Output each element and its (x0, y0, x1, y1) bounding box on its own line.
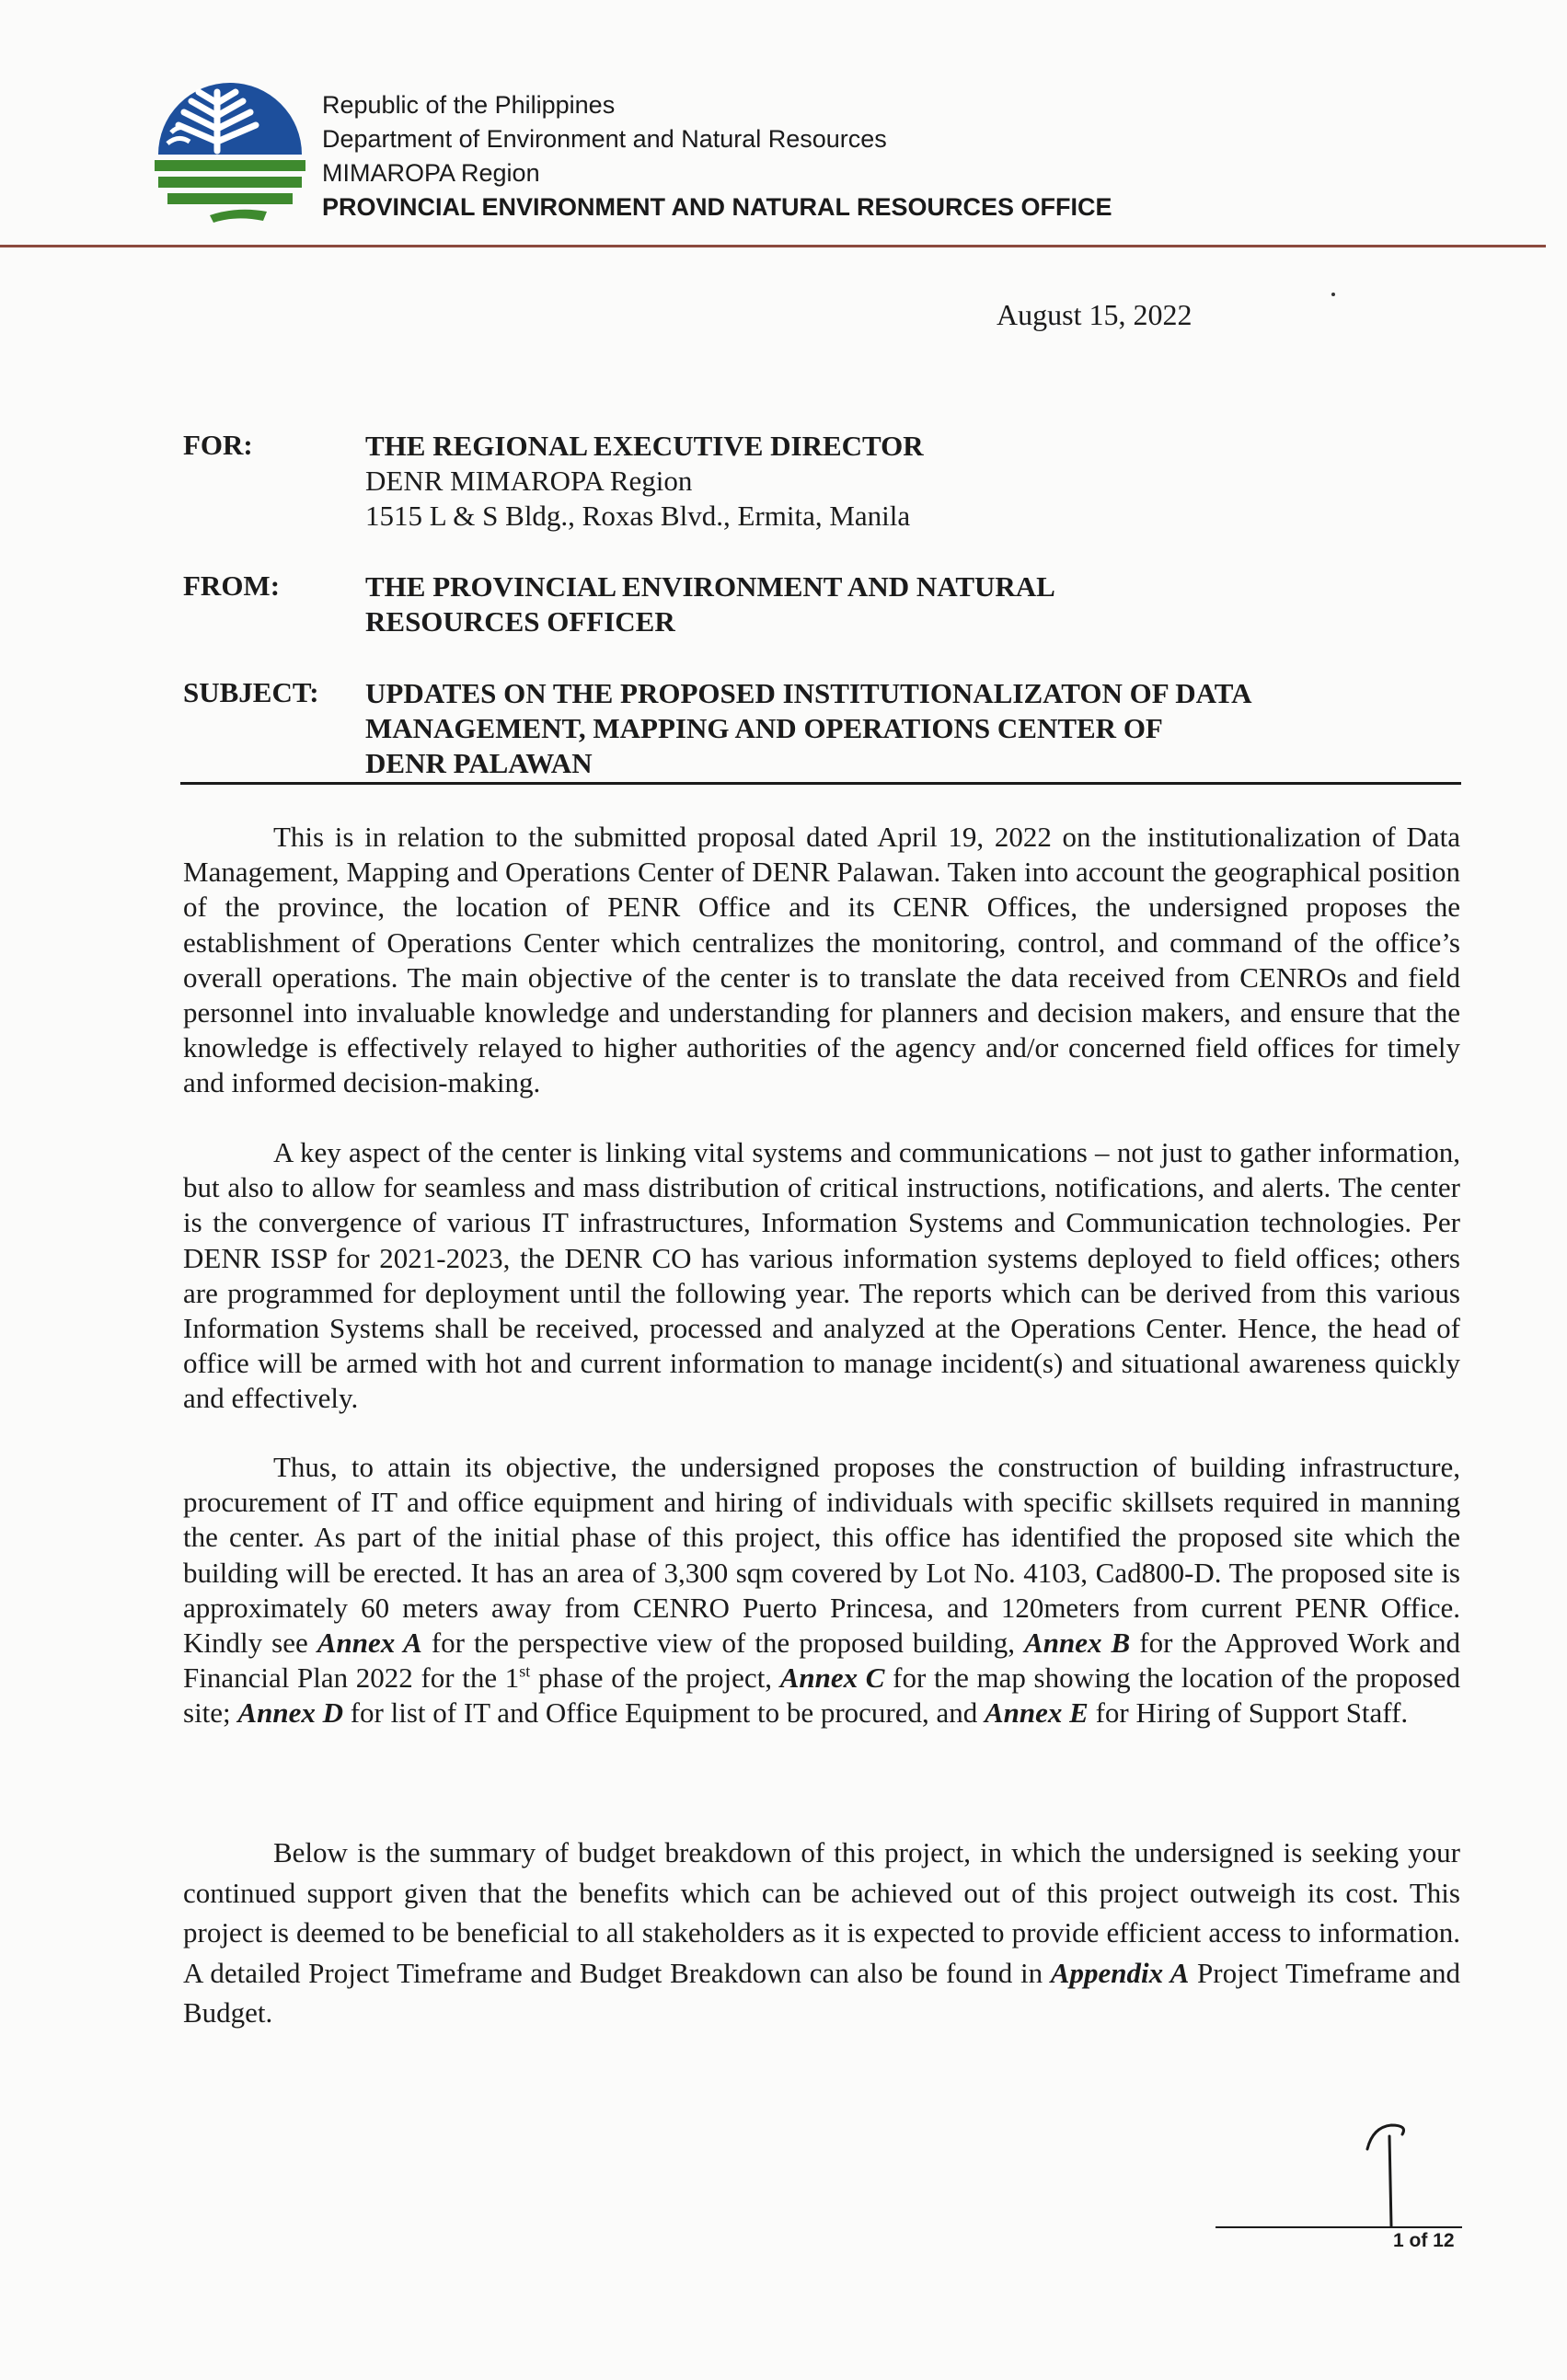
annex-d-ref: Annex D (237, 1696, 343, 1730)
p3-text-e: for the map showing the location of the proposed site; (183, 1661, 1460, 1730)
stray-mark (1331, 293, 1335, 296)
from-label: FROM: (183, 569, 281, 602)
republic-line: Republic of the Philippines (322, 91, 616, 119)
page-number: 1 of 12 (1393, 2230, 1455, 2251)
for-line-1: THE REGIONAL EXECUTIVE DIRECTOR (365, 430, 924, 462)
for-line-2: DENR MIMAROPA Region (365, 465, 693, 497)
p3-text-g: for Hiring of Support Staff. (1088, 1696, 1409, 1730)
subject-divider (180, 782, 1461, 785)
paragraph-3-text (183, 1450, 1460, 1731)
p3-text-f: for list of IT and Office Equipment to be procured, and (342, 1696, 985, 1730)
annex-a-ref: Annex A (317, 1627, 422, 1660)
paragraph-4 (183, 1833, 1460, 2033)
paragraph-2-text: A key aspect of the center is linking vital systems and communications – not just to gather information, but also to allow for seamless and mass distribution of critical instructions, notifications, and alerts. The center is the convergence of various IT infrastructures, Information Systems and Communication technologies. Per DENR ISSP for 2021-2023, the DENR CO has various information systems deployed to field offices; others are programmed for deployment until the following year. The reports which can be derived from this various Information Systems shall be received, processed and analyzed at the Operations Center. Hence, the head of office will be armed with hot and current information to manage incident(s) and situational awareness quickly and effectively. (183, 1136, 1460, 1415)
ordinal-suffix: st (519, 1661, 531, 1681)
annex-c-ref: Annex C (779, 1661, 885, 1695)
memo-date: August 15, 2022 (997, 298, 1193, 331)
office-line: PROVINCIAL ENVIRONMENT AND NATURAL RESOURCES OFFICE (322, 193, 1112, 221)
from-line-2: RESOURCES OFFICER (365, 605, 675, 638)
paragraph-3 (183, 1450, 1460, 1731)
from-line-1: THE PROVINCIAL ENVIRONMENT AND NATURAL (365, 570, 1055, 603)
p3-text-d: phase of the project, (530, 1661, 780, 1695)
subject-line-1: UPDATES ON THE PROPOSED INSTITUTIONALIZATON OF DATA (365, 677, 1252, 709)
p3-text-c: for the Approved Work and Financial Plan 2022 for the 1 (183, 1627, 1461, 1695)
annex-e-ref: Annex E (985, 1696, 1089, 1730)
p3-text-a: Thus, to attain its objective, the undersigned proposes the construction of building infrastructure, procurement of IT and office equipment and hiring of individuals with specific skillsets required in manning the center. As part of the initial phase of this project, this office has identified the proposed site which the building will be erected. It has an area of 3,300 sqm covered by Lot No. 4103, Cad800-D. The proposed site is approximately 60 meters away from CENRO Puerto Princesa, and 120meters from current PENR Office. Kindly see (183, 1451, 1460, 1660)
denr-logo-icon (155, 79, 305, 230)
subject-label: SUBJECT: (183, 676, 319, 708)
subject-line-2: MANAGEMENT, MAPPING AND OPERATIONS CENTER OF (365, 712, 1163, 744)
paragraph-2 (183, 1135, 1460, 1417)
paragraph-1-text: This is in relation to the submitted proposal dated April 19, 2022 on the institutionalization of Data Management, Mapping and Operations Center of DENR Palawan. Taken into account the geographical position of the province, the location of PENR Office and its CENR Offices, the undersigned proposes the establishment of Operations Center which centralizes the monitoring, control, and command of the office’s overall operations. The main objective of the center is to translate the data received from CENROs and field personnel into invaluable knowledge and understanding for planners and decision makers, and ensure that the knowledge is effectively relayed to higher authorities of the agency and/or concerned field offices for timely and informed decision-making. (183, 821, 1460, 1099)
department-line: Department of Environment and Natural Resources (322, 125, 887, 153)
initials-signature-icon (1360, 2118, 1424, 2230)
p4-text-a: Below is the summary of budget breakdown of this project, in which the undersigned is seeking your continued support given that the benefits which can be achieved out of this project outweigh its cost. This project is deemed to be beneficial to all stakeholders as it is expected to provide efficient access to information. A detailed Project Timeframe and Budget Breakdown can also be found in (183, 1836, 1460, 1989)
for-line-3: 1515 L & S Bldg., Roxas Blvd., Ermita, Manila (365, 500, 911, 532)
subject-line-3: DENR PALAWAN (365, 747, 593, 779)
for-block (365, 429, 924, 534)
footer-rule (1216, 2226, 1462, 2228)
letterhead-text (322, 88, 1112, 224)
paragraph-4-text (183, 1833, 1460, 2033)
appendix-a-ref: Appendix A (1050, 1956, 1190, 1989)
region-line: MIMAROPA Region (322, 159, 540, 187)
paragraph-1 (183, 820, 1460, 1101)
letterhead-divider (0, 245, 1546, 247)
for-label: FOR: (183, 429, 253, 461)
p4-text-b: Project Timeframe and Budget. (183, 1956, 1460, 2029)
from-block (365, 569, 1055, 639)
subject-block (365, 676, 1251, 781)
p3-text-b: for the perspective view of the proposed building, (421, 1627, 1025, 1660)
annex-b-ref: Annex B (1024, 1627, 1131, 1660)
